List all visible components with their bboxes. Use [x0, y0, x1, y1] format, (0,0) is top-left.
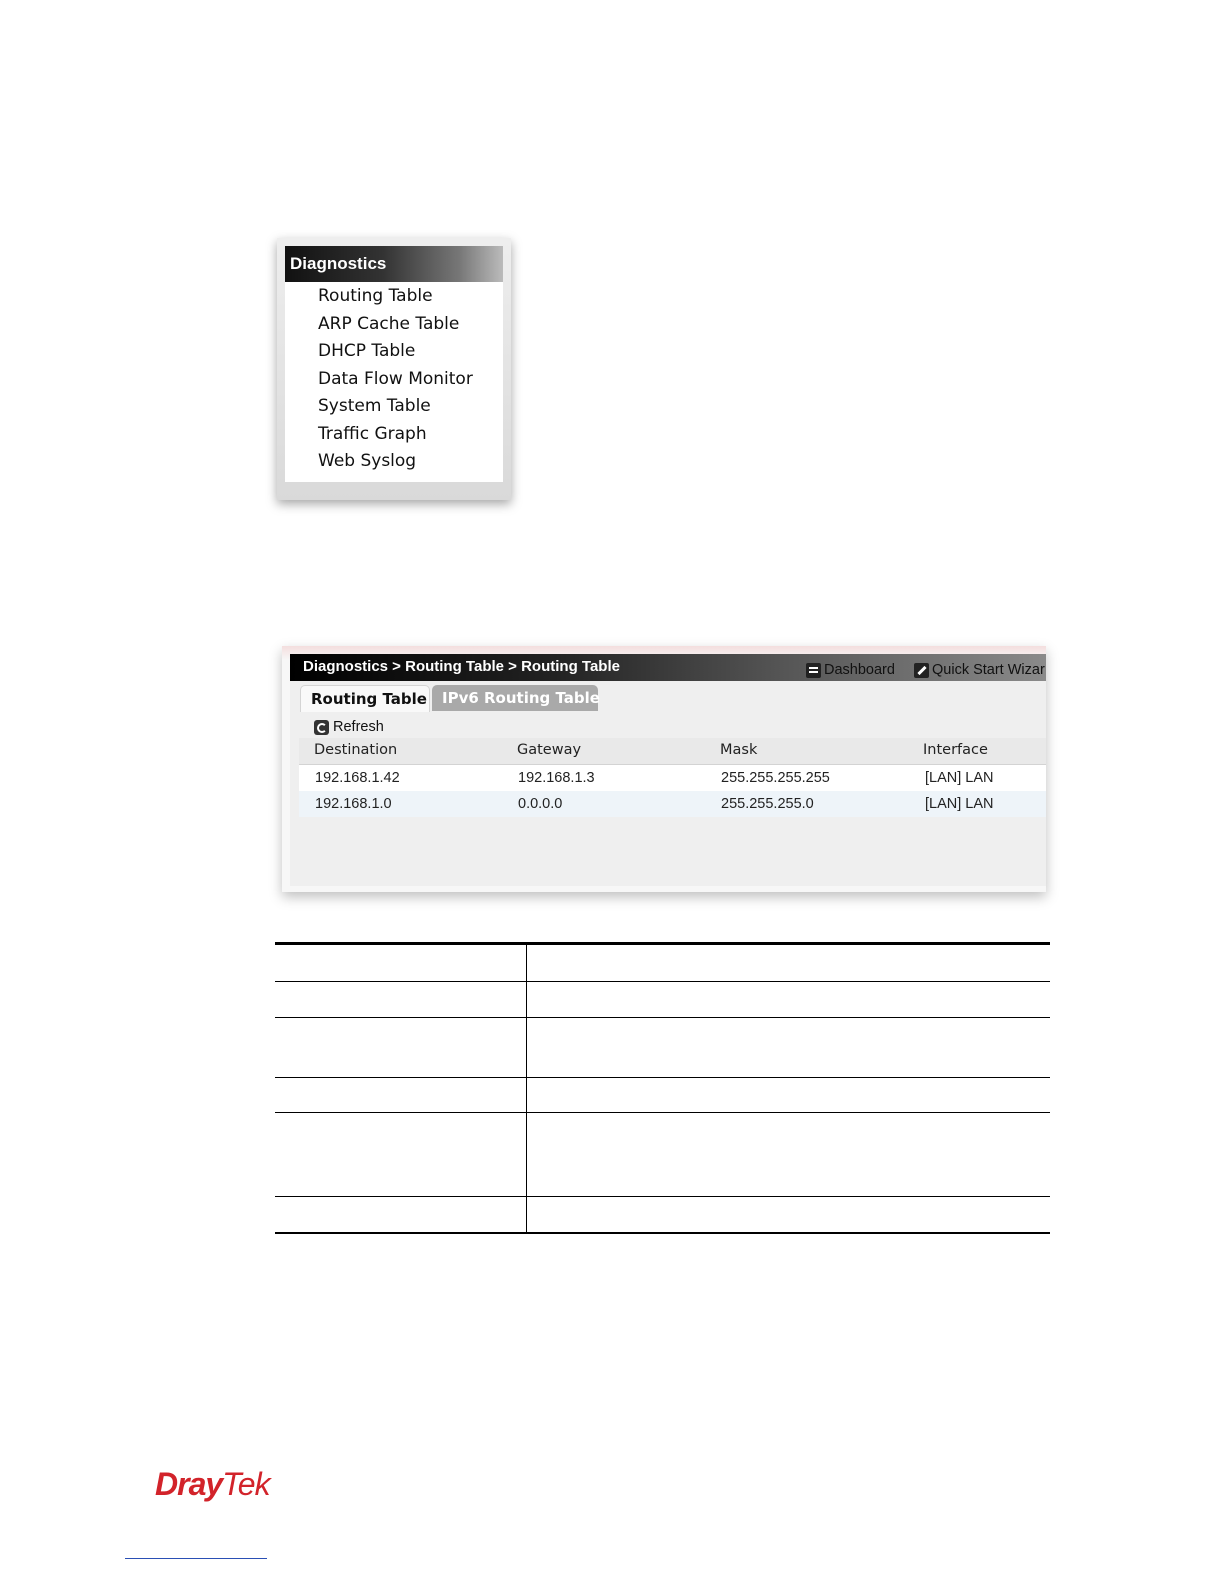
desc-row — [275, 1018, 1050, 1078]
tab-routing-table[interactable]: Routing Table — [300, 685, 430, 712]
tab-ipv6-routing-table[interactable]: IPv6 Routing Table — [432, 685, 598, 711]
dashboard-icon — [806, 663, 821, 678]
cell-gateway: 0.0.0.0 — [518, 796, 563, 812]
desc-row — [275, 1113, 1050, 1197]
desc-value-cell — [527, 1078, 1051, 1113]
wizard-label: Quick Start Wizar — [932, 662, 1045, 678]
menu-item-dhcp-table[interactable]: DHCP Table — [318, 341, 416, 361]
desc-row — [275, 1078, 1050, 1113]
table-row — [299, 791, 1046, 817]
cell-destination: 192.168.1.42 — [315, 770, 400, 786]
desc-row — [275, 1197, 1050, 1233]
menu-title: Diagnostics — [285, 246, 503, 282]
column-interface: Interface — [923, 742, 988, 758]
desc-row — [275, 944, 1050, 982]
quick-start-wizard-link[interactable] — [914, 661, 1045, 679]
desc-key-cell — [275, 944, 527, 982]
logo-tek: Tek — [222, 1466, 270, 1502]
description-table — [275, 942, 1050, 1234]
refresh-button[interactable] — [314, 719, 384, 735]
desc-key-cell — [275, 1018, 527, 1078]
menu-item-system-table[interactable]: System Table — [318, 396, 431, 416]
desc-value-cell — [527, 1197, 1051, 1233]
desc-row — [275, 982, 1050, 1018]
desc-key-cell — [275, 1113, 527, 1197]
cell-interface: [LAN] LAN — [925, 796, 994, 812]
breadcrumb: Diagnostics > Routing Table > Routing Table — [303, 658, 620, 675]
column-destination: Destination — [314, 742, 398, 758]
table-header — [299, 738, 1046, 765]
routing-table-panel — [290, 654, 1046, 886]
menu-item-web-syslog[interactable]: Web Syslog — [318, 451, 417, 471]
wizard-icon — [914, 663, 929, 678]
cell-mask: 255.255.255.0 — [721, 796, 814, 812]
menu-item-routing-table[interactable]: Routing Table — [318, 286, 433, 306]
footer-rule — [125, 1558, 267, 1559]
refresh-icon — [314, 720, 329, 735]
panel-title-bar — [290, 654, 1046, 681]
logo-dray: Dray — [155, 1466, 223, 1502]
column-gateway: Gateway — [517, 742, 582, 758]
cell-interface: [LAN] LAN — [925, 770, 994, 786]
routing-table-window — [282, 646, 1046, 892]
cell-destination: 192.168.1.0 — [315, 796, 392, 812]
refresh-label: Refresh — [333, 719, 384, 735]
diagnostics-menu-frame — [277, 238, 511, 500]
desc-key-cell — [275, 1197, 527, 1233]
desc-value-cell — [527, 944, 1051, 982]
menu-item-data-flow-monitor[interactable]: Data Flow Monitor — [318, 368, 473, 389]
dashboard-link[interactable] — [806, 661, 895, 679]
desc-key-cell — [275, 982, 527, 1018]
table-row — [299, 765, 1046, 791]
desc-key-cell — [275, 1078, 527, 1113]
draytek-logo — [155, 1466, 270, 1503]
menu-item-arp-cache-table[interactable]: ARP Cache Table — [318, 313, 460, 334]
diagnostics-menu — [285, 246, 503, 482]
cell-mask: 255.255.255.255 — [721, 770, 830, 786]
desc-value-cell — [527, 982, 1051, 1018]
menu-list — [285, 282, 503, 475]
cell-gateway: 192.168.1.3 — [518, 770, 595, 786]
desc-value-cell — [527, 1113, 1051, 1197]
dashboard-label: Dashboard — [824, 662, 895, 678]
column-mask: Mask — [720, 742, 758, 758]
menu-item-traffic-graph[interactable]: Traffic Graph — [318, 423, 427, 444]
desc-value-cell — [527, 1018, 1051, 1078]
